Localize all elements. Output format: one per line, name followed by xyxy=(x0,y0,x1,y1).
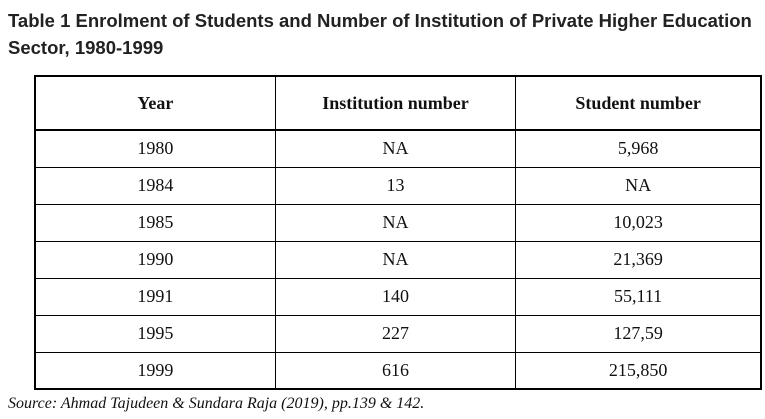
header-year: Year xyxy=(35,76,275,130)
table-row xyxy=(35,315,761,352)
table-row xyxy=(35,130,761,167)
header-institution-number: Institution number xyxy=(275,76,515,130)
table-row xyxy=(35,352,761,389)
cell-student-number: 215,850 xyxy=(516,352,761,389)
table-title: Table 1 Enrolment of Students and Number of Institution of Private Higher Education Sector, 1980-1999 xyxy=(8,10,752,58)
cell-institution-number: 140 xyxy=(275,278,515,315)
cell-year: 1990 xyxy=(35,241,275,278)
source-note: Source: Ahmad Tajudeen & Sundara Raja (2019), pp.139 & 142. xyxy=(8,395,425,412)
cell-year: 1991 xyxy=(35,278,275,315)
cell-student-number: NA xyxy=(516,167,761,204)
cell-institution-number: 13 xyxy=(275,167,515,204)
header-student-number: Student number xyxy=(516,76,761,130)
cell-institution-number: NA xyxy=(275,204,515,241)
cell-year: 1980 xyxy=(35,130,275,167)
cell-student-number: 127,59 xyxy=(516,315,761,352)
table-row xyxy=(35,278,761,315)
table-row xyxy=(35,241,761,278)
cell-student-number: 21,369 xyxy=(516,241,761,278)
cell-institution-number: 616 xyxy=(275,352,515,389)
cell-student-number: 10,023 xyxy=(516,204,761,241)
cell-year: 1995 xyxy=(35,315,275,352)
cell-student-number: 5,968 xyxy=(516,130,761,167)
cell-year: 1985 xyxy=(35,204,275,241)
cell-institution-number: 227 xyxy=(275,315,515,352)
table-row xyxy=(35,204,761,241)
cell-institution-number: NA xyxy=(275,241,515,278)
cell-year: 1984 xyxy=(35,167,275,204)
cell-institution-number: NA xyxy=(275,130,515,167)
table-row xyxy=(35,167,761,204)
enrolment-table xyxy=(34,75,762,390)
table-header-row xyxy=(35,76,761,130)
cell-year: 1999 xyxy=(35,352,275,389)
cell-student-number: 55,111 xyxy=(516,278,761,315)
